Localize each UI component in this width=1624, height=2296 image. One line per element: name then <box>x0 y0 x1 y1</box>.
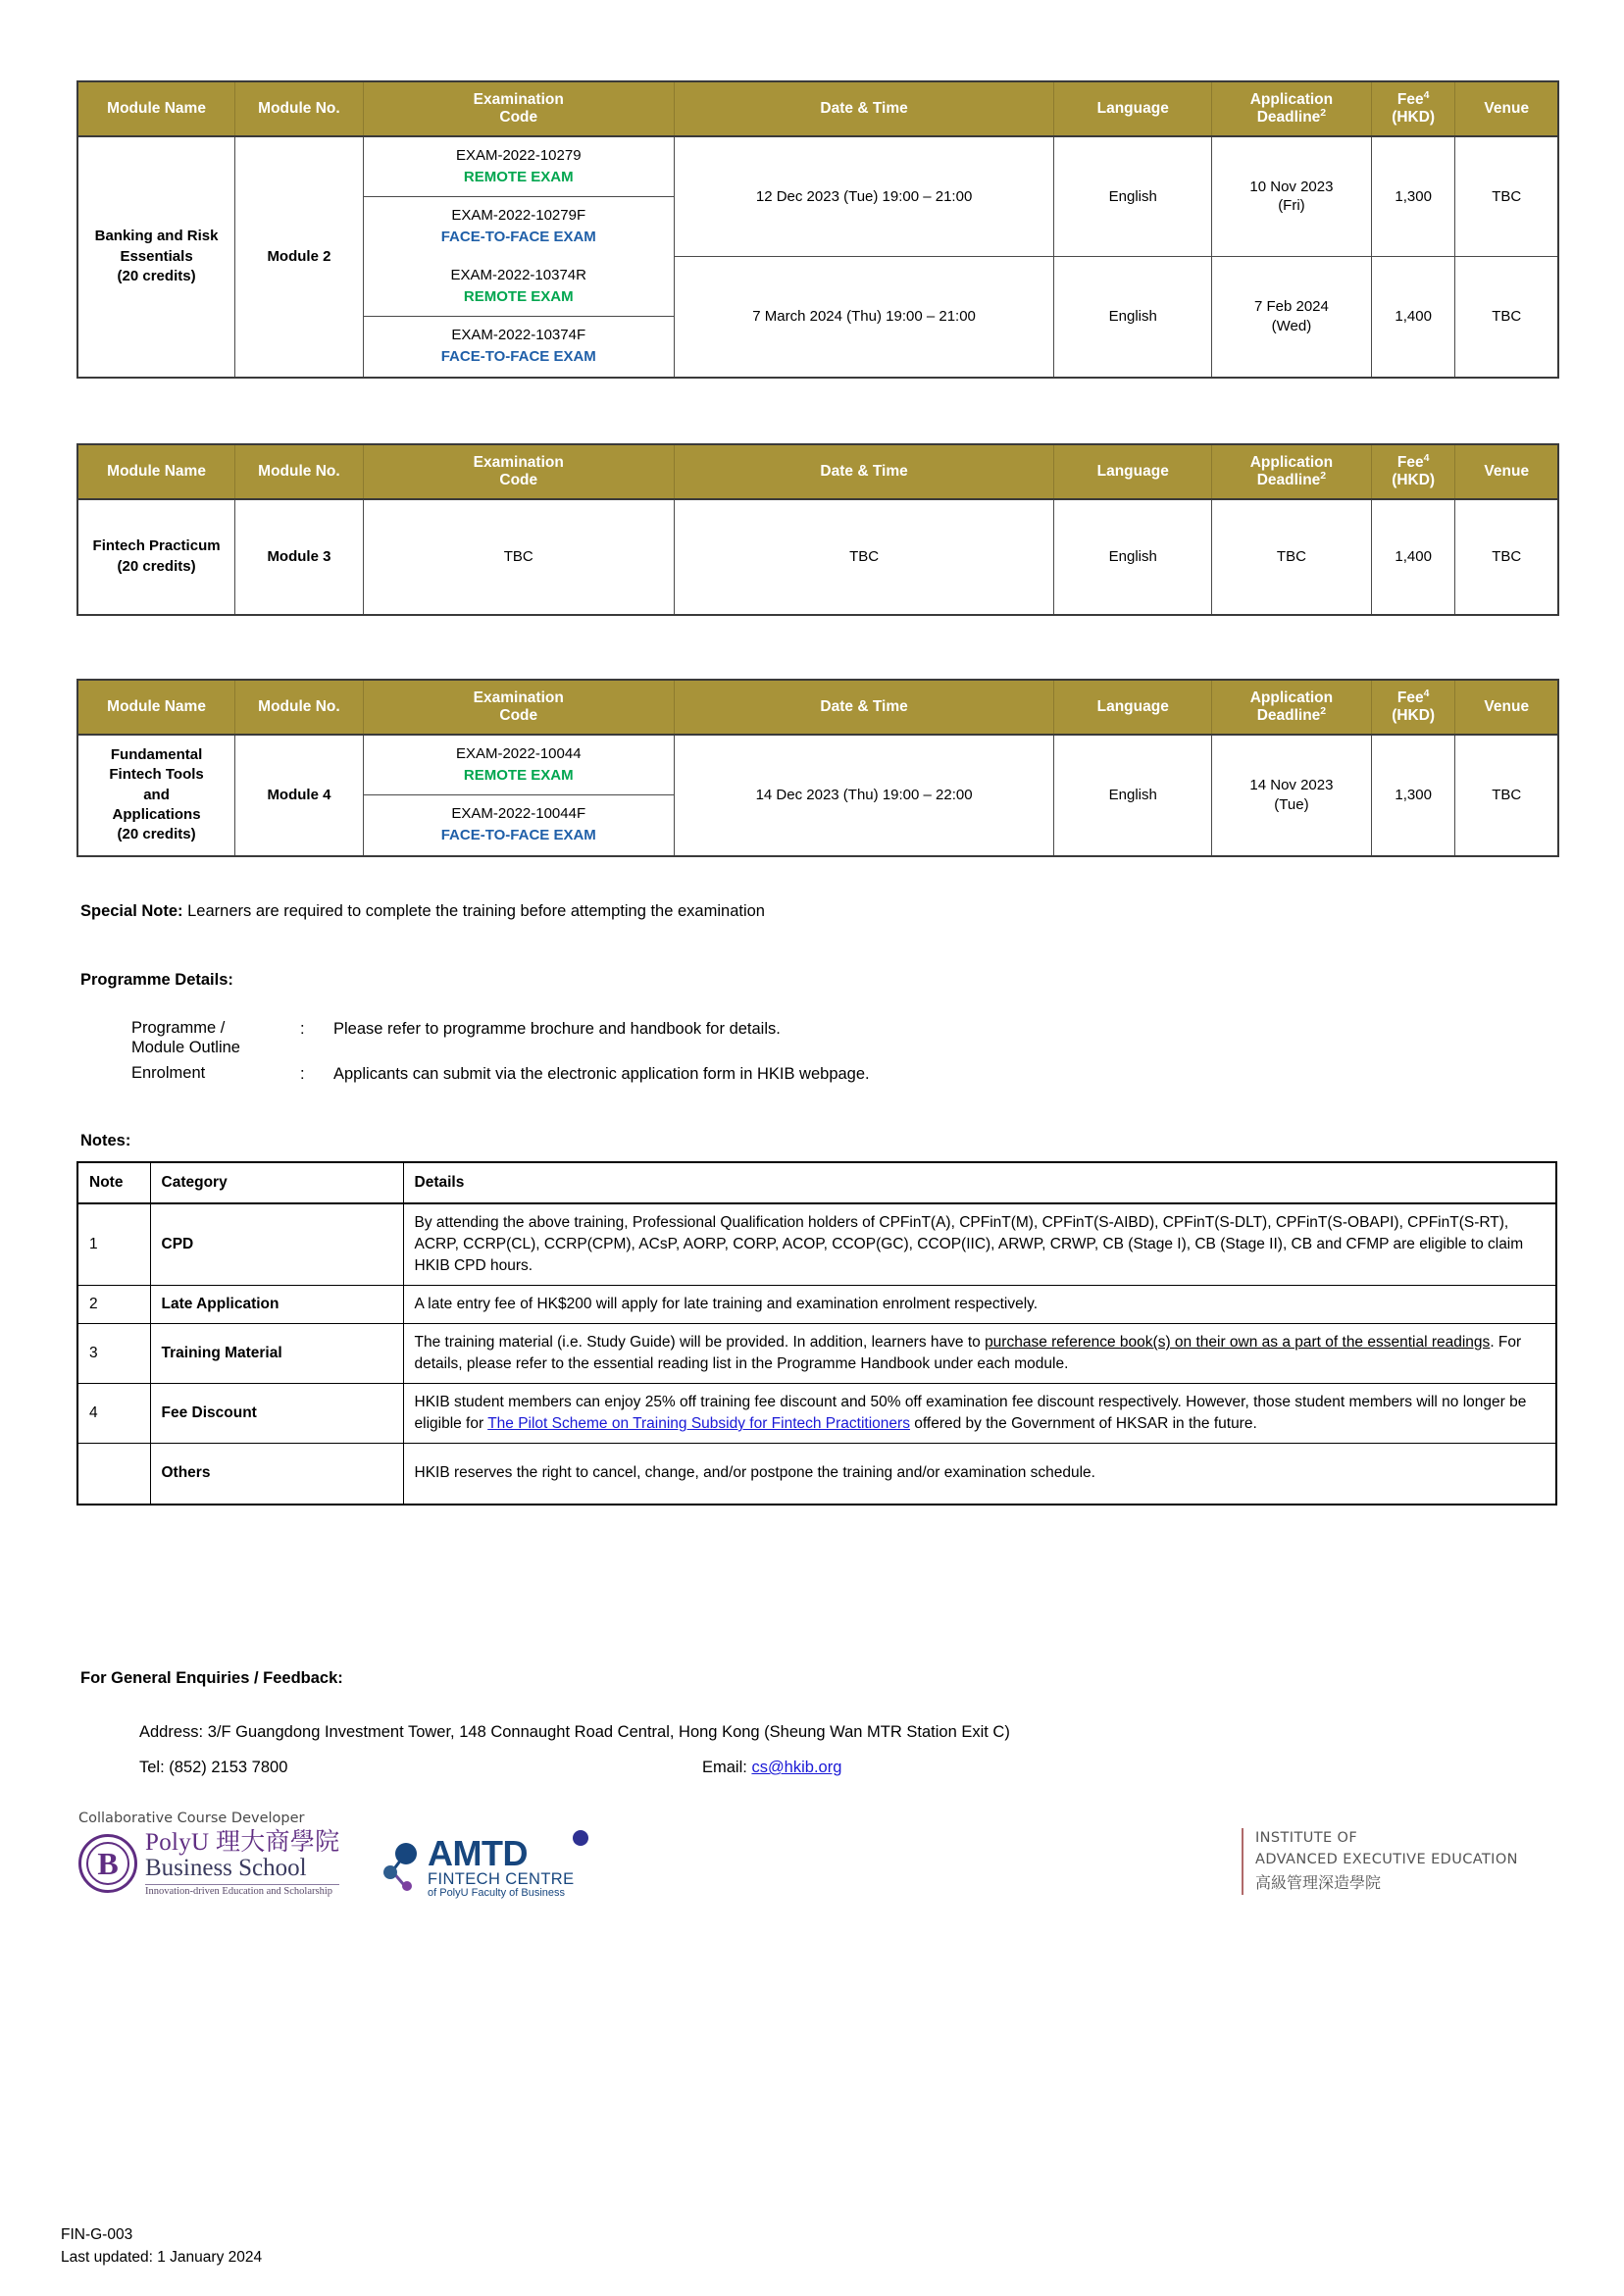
cell-date-time: 7 March 2024 (Thu) 19:00 – 21:00 <box>674 257 1054 378</box>
col-date-time: Date & Time <box>674 81 1054 136</box>
col-application-deadline <box>1212 680 1372 735</box>
col-date-time: Date & Time <box>674 444 1054 499</box>
col-date-time: Date & Time <box>674 680 1054 735</box>
col-deadline-line2: Deadline$^2$ <box>1256 469 1327 488</box>
module-name-line: (20 credits) <box>117 267 196 284</box>
detail-label: Enrolment <box>131 1064 206 1083</box>
col-language: Language <box>1054 81 1212 136</box>
cell-exam-codes <box>363 735 674 856</box>
note-details <box>403 1384 1556 1444</box>
iaee-line3-chinese: 高級管理深造學院 <box>1255 1872 1382 1892</box>
cell-module-name <box>77 136 235 378</box>
cell-module-name <box>77 735 235 856</box>
notes-header-row <box>77 1162 1556 1203</box>
enquiries-address: Address: 3/F Guangdong Investment Tower, 148 Connaught Road Central, Hong Kong (Sheung Wan MTR Station Exit C) <box>139 1723 1010 1741</box>
last-updated: Last updated: 1 January 2024 <box>61 2248 263 2266</box>
schedule-table-module-2-wrap <box>76 80 1559 379</box>
face-to-face-exam-tag: FACE-TO-FACE EXAM <box>440 348 596 366</box>
remote-exam-tag: REMOTE EXAM <box>463 287 574 305</box>
cell-module-name <box>77 499 235 615</box>
exam-code-entry <box>364 736 674 796</box>
amtd-globe-icon <box>573 1830 588 1846</box>
notes-heading: Notes: <box>80 1132 131 1149</box>
deadline-weekday: (Fri) <box>1278 197 1305 215</box>
polyu-line1: PolyU 理大商學院 <box>145 1829 340 1856</box>
col-module-no: Module No. <box>235 81 364 136</box>
note-category: CPD <box>150 1203 403 1286</box>
module-name-line: Fundamental <box>110 746 203 763</box>
cell-language: English <box>1054 136 1212 257</box>
polyu-b-letter: B <box>97 1845 119 1881</box>
module-name-line: (20 credits) <box>117 557 196 575</box>
col-category: Category <box>150 1162 403 1203</box>
table-header-row <box>77 444 1558 499</box>
col-module-name: Module Name <box>77 444 235 499</box>
note-number: 3 <box>77 1324 150 1384</box>
note-number <box>77 1444 150 1505</box>
table-row <box>77 136 1558 257</box>
amtd-logo-text <box>428 1833 575 1899</box>
col-exam-code-line1: Examination <box>473 689 564 706</box>
col-fee-line2: (HKD) <box>1392 706 1436 724</box>
col-module-no: Module No. <box>235 680 364 735</box>
exam-code-text: EXAM-2022-10044 <box>455 744 582 762</box>
cell-date-time: TBC <box>674 499 1054 615</box>
cell-venue: TBC <box>1455 499 1558 615</box>
iaee-line2: ADVANCED EXECUTIVE EDUCATION <box>1255 1851 1518 1867</box>
polyu-b-mark-icon <box>78 1834 137 1893</box>
module-name-line: Fintech Practicum <box>92 537 221 555</box>
amtd-line1: AMTD <box>428 1836 575 1871</box>
exam-code-text: EXAM-2022-10279F <box>451 207 586 225</box>
cell-language: English <box>1054 735 1212 856</box>
email-link[interactable]: cs@hkib.org <box>751 1759 842 1776</box>
exam-code-entry <box>364 795 674 855</box>
polyu-divider <box>145 1884 339 1885</box>
polyu-line2: Business School <box>145 1855 307 1882</box>
detail-colon: : <box>300 1020 305 1038</box>
col-fee <box>1371 444 1455 499</box>
note-text-part1: The training material (i.e. Study Guide) will be provided. In addition, learners have to <box>414 1334 986 1351</box>
special-note-text: Learners are required to complete the training before attempting the examination <box>182 902 765 920</box>
col-fee-line1: Fee$^4$ <box>1396 451 1430 471</box>
cell-exam-codes <box>363 257 674 378</box>
amtd-network-icon <box>381 1842 422 1893</box>
tel-label: Tel: <box>139 1759 165 1776</box>
email-label: Email: <box>702 1759 747 1776</box>
table-header-row <box>77 680 1558 735</box>
notes-table <box>76 1161 1557 1505</box>
cell-venue: TBC <box>1455 136 1558 257</box>
note-number: 4 <box>77 1384 150 1444</box>
notes-row-late-application <box>77 1286 1556 1324</box>
schedule-table-module-3-wrap <box>76 443 1559 616</box>
notes-row-training-material <box>77 1324 1556 1384</box>
col-details: Details <box>403 1162 1556 1203</box>
programme-details-list <box>131 1018 1406 1089</box>
note-text-part2: offered by the Government of HKSAR in the future. <box>909 1415 1257 1432</box>
col-language: Language <box>1054 444 1212 499</box>
col-exam-code-line2: Code <box>499 108 538 126</box>
col-exam-code-line1: Examination <box>473 454 564 471</box>
detail-label-line: Programme / <box>131 1019 226 1037</box>
deadline-weekday: (Tue) <box>1274 795 1309 813</box>
col-exam-code-line2: Code <box>499 471 538 488</box>
exam-code-text: EXAM-2022-10374F <box>451 327 586 344</box>
note-details: By attending the above training, Professional Qualification holders of CPFinT(A), CPFinT(M), CPFinT(S-AIBD), CPFinT(S-DLT), CPFinT(S-OBAPI), CPFinT(S-RT), ACRP, CCRP(CL), CCRP(CPM), ACsP, AORP, CORP, ACOP, CCOP(GC), CCOP(IIC), ARWP, CRWP, CB (Stage I), CB (Stage II), CB and CFMP are eligible to claim HKIB CPD hours. <box>403 1203 1556 1286</box>
note-number: 2 <box>77 1286 150 1324</box>
schedule-table-module-4-wrap <box>76 679 1559 857</box>
note-details: HKIB reserves the right to cancel, change, and/or postpone the training and/or examination schedule. <box>403 1444 1556 1505</box>
detail-label <box>131 1018 300 1057</box>
cell-language: English <box>1054 499 1212 615</box>
institute-advanced-executive-education-logo <box>1242 1828 1518 1895</box>
amtd-fintech-centre-logo <box>381 1833 575 1899</box>
col-application-deadline <box>1212 444 1372 499</box>
cell-deadline: TBC <box>1212 499 1372 615</box>
cell-venue: TBC <box>1455 257 1558 378</box>
special-note <box>80 900 765 924</box>
module-name-line: Applications <box>112 805 201 823</box>
detail-value: Please refer to programme brochure and handbook for details. <box>333 1020 781 1038</box>
amtd-line3: of PolyU Faculty of Business <box>428 1886 566 1899</box>
col-note: Note <box>77 1162 150 1203</box>
deadline-weekday: (Wed) <box>1271 317 1312 334</box>
detail-value: Applicants can submit via the electronic application form in HKIB webpage. <box>333 1065 870 1084</box>
polyu-line3: Innovation-driven Education and Scholarship <box>145 1885 332 1897</box>
col-exam-code <box>363 81 674 136</box>
note-category: Training Material <box>150 1324 403 1384</box>
schedule-table-module-3 <box>76 443 1559 616</box>
col-deadline-line1: Application <box>1249 689 1334 706</box>
module-name-line: (20 credits) <box>117 826 196 842</box>
col-deadline-line1: Application <box>1249 454 1334 471</box>
notes-row-fee-discount <box>77 1384 1556 1444</box>
detail-row-module-outline <box>131 1018 1406 1057</box>
amtd-network-svg <box>381 1842 422 1893</box>
cell-module-no: Module 2 <box>235 136 364 378</box>
note-category: Fee Discount <box>150 1384 403 1444</box>
tel-value: (852) 2153 7800 <box>164 1759 288 1776</box>
document-footer <box>61 2224 262 2269</box>
module-name-line: Banking and Risk <box>94 228 219 245</box>
col-venue: Venue <box>1455 81 1558 136</box>
note-category: Late Application <box>150 1286 403 1324</box>
module-name-line: and <box>143 786 170 803</box>
col-module-name: Module Name <box>77 680 235 735</box>
col-fee-line1: Fee$^4$ <box>1396 88 1430 108</box>
enquiries-heading: For General Enquiries / Feedback: <box>80 1669 343 1687</box>
enquiries-email <box>702 1757 841 1780</box>
deadline-date: 7 Feb 2024 <box>1253 298 1329 316</box>
polyu-business-school-logo <box>78 1830 339 1897</box>
col-module-name: Module Name <box>77 81 235 136</box>
col-fee-line2: (HKD) <box>1392 471 1436 488</box>
note-number: 1 <box>77 1203 150 1286</box>
cell-exam-code: TBC <box>363 499 674 615</box>
col-fee-line1: Fee$^4$ <box>1396 687 1430 706</box>
cell-module-no: Module 4 <box>235 735 364 856</box>
iaee-line1: INSTITUTE OF <box>1255 1830 1358 1846</box>
face-to-face-exam-tag: FACE-TO-FACE EXAM <box>440 229 596 246</box>
face-to-face-exam-tag: FACE-TO-FACE EXAM <box>440 827 596 844</box>
pilot-scheme-link[interactable]: The Pilot Scheme on Training Subsidy for Fintech Practitioners <box>487 1415 910 1432</box>
col-venue: Venue <box>1455 680 1558 735</box>
col-fee <box>1371 680 1455 735</box>
note-details: A late entry fee of HK$200 will apply for late training and examination enrolment respectively. <box>403 1286 1556 1324</box>
deadline-date: 10 Nov 2023 <box>1249 178 1334 195</box>
table-row <box>77 499 1558 615</box>
detail-colon: : <box>300 1065 305 1084</box>
col-application-deadline <box>1212 81 1372 136</box>
detail-row-enrolment <box>131 1063 1406 1087</box>
cell-date-time: 14 Dec 2023 (Thu) 19:00 – 22:00 <box>674 735 1054 856</box>
detail-label-line: Module Outline <box>131 1039 240 1057</box>
note-text-underlined: purchase reference book(s) on their own as a part of the essential readings <box>985 1334 1491 1351</box>
cell-deadline <box>1212 735 1372 856</box>
special-note-label: Special Note: <box>80 902 183 920</box>
cell-fee: 1,300 <box>1371 735 1455 856</box>
col-exam-code <box>363 680 674 735</box>
col-deadline-line2: Deadline$^2$ <box>1256 704 1327 724</box>
exam-code-entry <box>364 197 674 257</box>
exam-code-text: EXAM-2022-10374R <box>450 266 586 283</box>
cell-fee: 1,400 <box>1371 499 1455 615</box>
enquiries-tel <box>139 1757 287 1780</box>
col-fee-line2: (HKD) <box>1392 108 1436 126</box>
polyu-logo-text <box>145 1830 339 1897</box>
document-code: FIN-G-003 <box>61 2226 133 2244</box>
programme-details-heading: Programme Details: <box>80 971 233 989</box>
cell-exam-codes <box>363 136 674 257</box>
cell-module-no: Module 3 <box>235 499 364 615</box>
col-language: Language <box>1054 680 1212 735</box>
notes-row-others <box>77 1444 1556 1505</box>
exam-code-text: EXAM-2022-10044F <box>451 805 586 823</box>
col-deadline-line1: Application <box>1249 91 1334 108</box>
module-name-line: Essentials <box>120 247 193 265</box>
table-header-row <box>77 81 1558 136</box>
note-category: Others <box>150 1444 403 1505</box>
amtd-line2: FINTECH CENTRE <box>428 1870 575 1888</box>
col-module-no: Module No. <box>235 444 364 499</box>
cell-deadline <box>1212 257 1372 378</box>
cell-fee: 1,300 <box>1371 136 1455 257</box>
col-fee <box>1371 81 1455 136</box>
col-deadline-line2: Deadline$^2$ <box>1256 106 1327 126</box>
exam-code-entry <box>364 257 674 318</box>
cell-deadline <box>1212 136 1372 257</box>
note-details <box>403 1324 1556 1384</box>
module-name-line: Fintech Tools <box>109 766 204 784</box>
cell-venue: TBC <box>1455 735 1558 856</box>
cell-language: English <box>1054 257 1212 378</box>
col-exam-code-line2: Code <box>499 706 538 724</box>
collaborative-course-developer-caption: Collaborative Course Developer <box>78 1811 305 1826</box>
col-venue: Venue <box>1455 444 1558 499</box>
deadline-date: 14 Nov 2023 <box>1249 777 1334 794</box>
notes-row-cpd <box>77 1203 1556 1286</box>
col-exam-code <box>363 444 674 499</box>
note-text-part1: HKIB student members can enjoy 25% off training fee discount and 50% off examination fee discount respectively. However, those student members will no longer be eligible for <box>414 1394 1527 1432</box>
note-text-part2: . For details, please refer to the essential reading list in the Programme Handbook under each module. <box>414 1334 1522 1372</box>
cell-date-time: 12 Dec 2023 (Tue) 19:00 – 21:00 <box>674 136 1054 257</box>
col-exam-code-line1: Examination <box>473 91 564 108</box>
logo-strip <box>0 1811 1624 1918</box>
cell-fee: 1,400 <box>1371 257 1455 378</box>
schedule-table-module-4 <box>76 679 1559 857</box>
table-row <box>77 735 1558 856</box>
exam-code-entry <box>364 317 674 377</box>
remote-exam-tag: REMOTE EXAM <box>463 168 574 185</box>
remote-exam-tag: REMOTE EXAM <box>463 766 574 784</box>
exam-code-entry <box>364 137 674 198</box>
exam-code-text: EXAM-2022-10279 <box>455 146 582 164</box>
schedule-table-module-2 <box>76 80 1559 379</box>
